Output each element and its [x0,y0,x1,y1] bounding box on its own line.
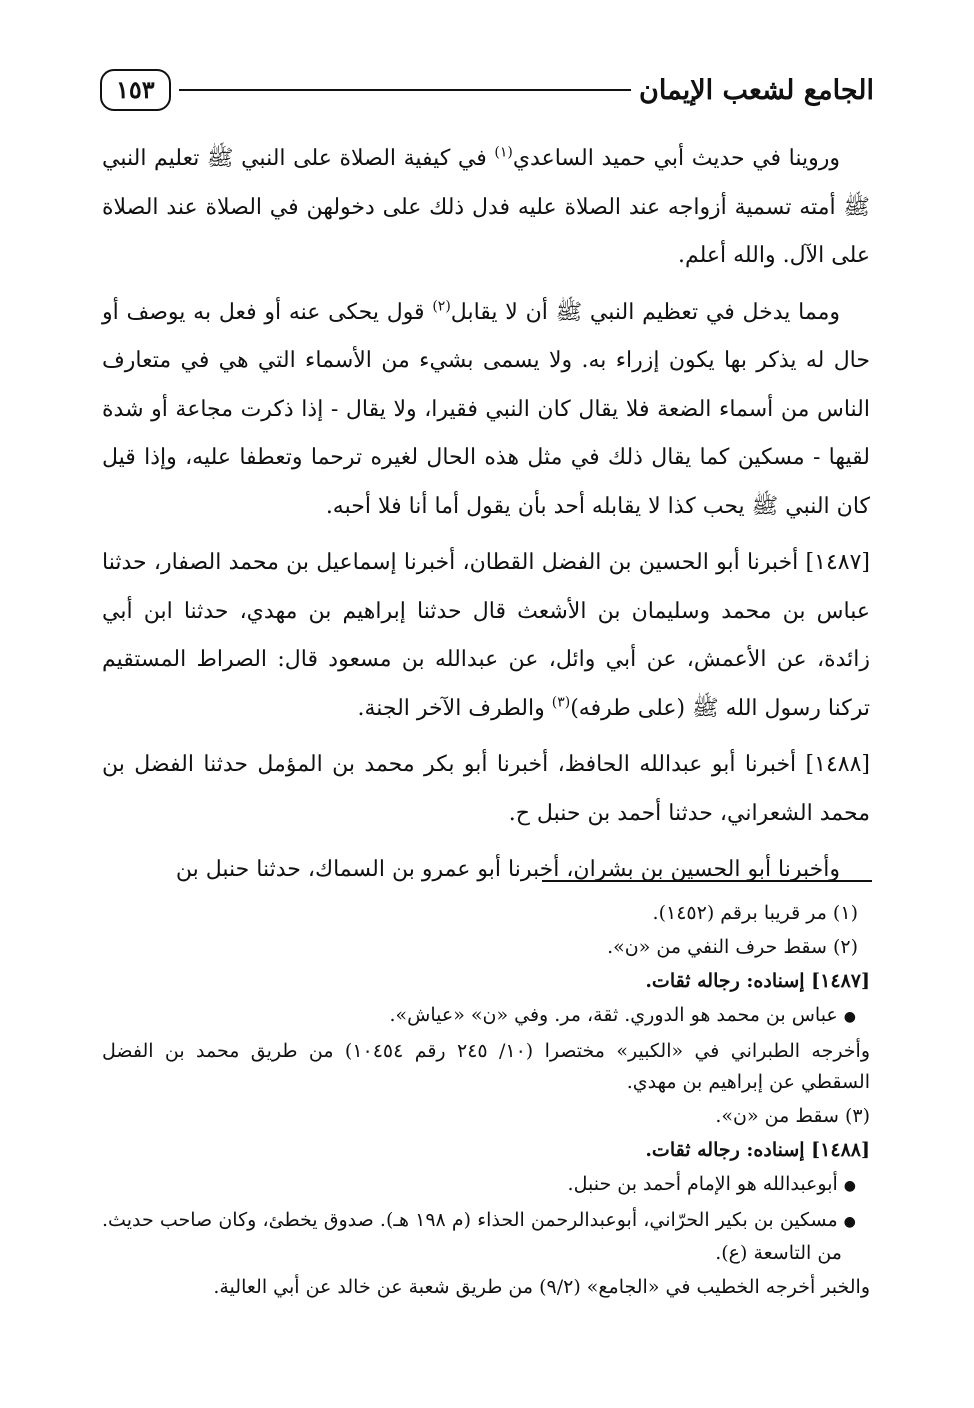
paragraph-2-text-a: ومما يدخل في تعظيم النبي ﷺ أن لا يقابل [450,299,840,325]
bullet-icon: ● [843,1009,856,1025]
footnote-ref-3[interactable]: (٣) [551,694,571,711]
note-1488-bullet-1-text: أبوعبدالله هو الإمام أحمد بن حنبل. [567,1173,838,1195]
note-1487-text: وأخرجه الطبراني في «الكبير» مختصرا (١٠/ ٢٤٥ رقم ١٠٤٥٤) من طريق محمد بن الفضل السقطي عن إبراهيم بن مهدي. [102,1040,871,1093]
page-header [100,60,874,120]
footnote-3: (٣) سقط من «ن». [715,1105,870,1127]
paragraph-2 [102,289,870,532]
hadith-1488: [١٤٨٨] أخبرنا أبو عبدالله الحافظ، أخبرنا أبو بكر محمد بن المؤمل حدثنا الفضل بن محمد الشعراني، حدثنا أحمد بن حنبل ح. [102,752,871,826]
hadith-1487-text-b: والطرف الآخر الجنة. [357,695,552,721]
hadith-1487-text-a: [١٤٨٧] أخبرنا أبو الحسين بن الفضل القطان، أخبرنا إسماعيل بن محمد الصفار، حدثنا عباس بن محمد وسليمان بن الأشعث قال حدثنا إبراهيم بن مهدي، حدثنا ابن أبي زائدة، عن الأعمش، عن أبي وائل، عن عبدالله بن مسعود قال: الصراط المستقيم تركنا رسول الله ﷺ (على طرفه) [102,550,870,721]
note-1488-heading: [١٤٨٨] إسناده: رجاله ثقات. [645,1139,870,1161]
bullet-icon: ● [843,1178,856,1194]
page-number: ١٥٣ [100,69,171,111]
note-1488-text: والخبر أخرجه الخطيب في «الجامع» (٩/٢) من طريق شعبة عن خالد عن أبي العالية. [213,1276,870,1298]
hadith-1487 [102,539,870,733]
header-rule [179,89,631,91]
note-1488-bullet-2 [102,1205,870,1269]
running-title: الجامع لشعب الإيمان [639,74,874,106]
note-1487-heading: [١٤٨٧] إسناده: رجاله ثقات. [645,970,870,992]
footnote-separator [542,880,872,882]
paragraph-2-text-b: قول يحكى عنه أو فعل به يوصف أو حال له يذكر بها يكون إزراء به. ولا يسمى بشيء من الأسماء التي هي في متعارف الناس من أسماء الضعة فلا يقال كان النبي فقيرا، ولا يقال - إذا ذكرت مجاعة أو شدة لقيها - مسكين كما يقال ذلك في مثل هذه الحال لغيره ترحما وتعطفا عليه، وإذا قيل كان النبي ﷺ يحب كذا لا يقابله أحد بأن يقول أما أنا فلا أحبه. [102,299,870,519]
paragraph-1-text-a: وروينا في حديث أبي حميد الساعدي [512,146,840,171]
bullet-icon: ● [843,1214,856,1230]
footnote-ref-1[interactable]: (١) [494,144,513,161]
paragraph-1 [102,135,870,281]
note-1488-bullet-1 [102,1169,870,1202]
footnote-2: (٢) سقط حرف النفي من «ن». [607,936,858,958]
main-text [102,135,870,903]
footnote-ref-2[interactable]: (٢) [432,298,451,315]
note-1487-bullet-1 [102,1000,870,1033]
note-1487-bullet-1-text: عباس بن محمد هو الدوري. ثقة، مر. وفي «ن» «عياش». [389,1004,838,1026]
hadith-1488-chain-2: وأخبرنا أبو الحسين بن بشران، أخبرنا أبو عمرو بن السماك، حدثنا حنبل بن [175,857,840,882]
footnote-1: (١) مر قريبا برقم (١٤٥٢). [652,902,858,924]
paragraph-1-text-b: في كيفية الصلاة على النبي ﷺ تعليم النبي ﷺ أمته تسمية أزواجه عند الصلاة عليه فدل ذلك على دخولهن في الصلاة عند الصلاة على الآل. والله أعلم. [102,146,870,268]
footnotes [102,898,870,1306]
note-1488-bullet-2-text: مسكين بن بكير الحرّاني، أبوعبدالرحمن الحذاء (م ١٩٨ هـ). صدوق يخطئ، وكان صاحب حديث. من التاسعة (ع). [102,1209,842,1264]
